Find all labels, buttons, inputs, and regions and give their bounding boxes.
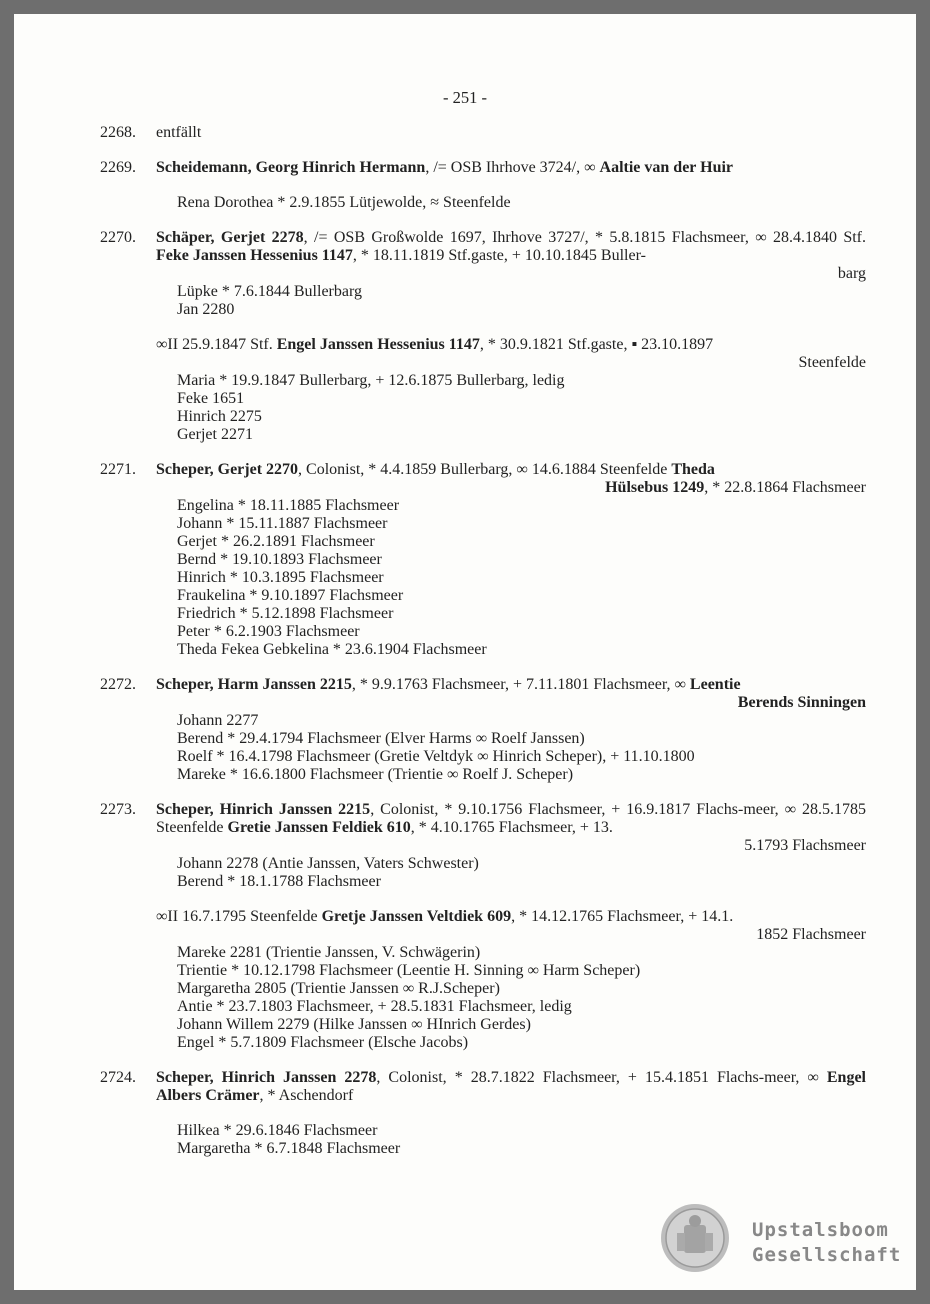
child-line: Hinrich 2275 [177, 408, 262, 425]
child-line: Feke 1651 [177, 390, 245, 407]
child-line: Trientie * 10.12.1798 Flachsmeer (Leentie H. Sinning ∞ Harm Scheper) [177, 962, 641, 979]
entry-text: , /= OSB Großwolde 1697, Ihrhove 3727/, * 5.8.1815 Flachsmeer, ∞ 28.4.1840 Stf. [303, 229, 867, 246]
entry [100, 801, 866, 1052]
entry-text: , Colonist, * 28.7.1822 Flachsmeer, + 15.4.1851 Flachs-meer, ∞ [376, 1069, 827, 1086]
person-name: Schäper, Gerjet 2278 [156, 229, 304, 246]
person-name: Engel Janssen Hessenius 1147 [276, 336, 480, 353]
entry-body [156, 124, 866, 142]
entry-heading [156, 229, 866, 265]
child-line: Bernd * 19.10.1893 Flachsmeer [177, 551, 382, 568]
document-page [14, 14, 916, 1290]
person-name: Hülsebus 1249 [605, 479, 705, 496]
child-line: Berend * 18.1.1788 Flachsmeer [177, 873, 381, 890]
child-line: Jan 2280 [177, 301, 235, 318]
entry-text: ∞II 16.7.1795 Steenfelde [156, 908, 322, 925]
entry [100, 676, 866, 784]
entry-body [156, 159, 866, 212]
person-name: Scheper, Harm Janssen 2215 [156, 676, 352, 693]
person-name: Leentie [689, 676, 741, 693]
child-line: Mareke 2281 (Trientie Janssen, V. Schwägerin) [177, 944, 481, 961]
entry-list [100, 124, 866, 1158]
second-marriage [156, 908, 866, 926]
entry-continuation: 1852 Flachsmeer [756, 926, 866, 943]
entry [100, 229, 866, 444]
child-line: Hinrich * 10.3.1895 Flachsmeer [177, 569, 384, 586]
entry-text: entfällt [156, 124, 202, 141]
person-name: Scheper, Gerjet 2270 [156, 461, 299, 478]
entry-continuation [156, 479, 866, 497]
child-line: Roelf * 16.4.1798 Flachsmeer (Gretie Veltdyk ∞ Hinrich Scheper), + 11.10.1800 [177, 748, 695, 765]
society-logo [752, 1218, 901, 1268]
child-line: Berend * 29.4.1794 Flachsmeer (Elver Harms ∞ Roelf Janssen) [177, 730, 585, 747]
entry-body [156, 1069, 866, 1158]
entry-heading [156, 1069, 866, 1105]
entry-text: ∞II 25.9.1847 Stf. [156, 336, 277, 353]
child-line: Engel * 5.7.1809 Flachsmeer (Elsche Jacobs) [177, 1034, 469, 1051]
entry-number: 2271. [100, 461, 136, 478]
child-line: Johann Willem 2279 (Hilke Janssen ∞ HInrich Gerdes) [177, 1016, 531, 1033]
person-name: Engel Albers Crämer [156, 1069, 866, 1104]
seal-emblem [660, 1203, 730, 1273]
entry-body [156, 229, 866, 444]
child-line: Margaretha * 6.7.1848 Flachsmeer [177, 1140, 401, 1157]
person-name: Gretje Janssen Veltdiek 609 [321, 908, 512, 925]
child-line: Engelina * 18.11.1885 Flachsmeer [177, 497, 400, 514]
logo-line-2: Gesellschaft [752, 1244, 902, 1266]
entry-heading [156, 676, 866, 694]
entry-continuation [156, 694, 866, 712]
entry-number: 2724. [100, 1069, 136, 1086]
entry-text: , * 14.12.1765 Flachsmeer, + 14.1. [511, 908, 734, 925]
child-line: Mareke * 16.6.1800 Flachsmeer (Trientie ∞ Roelf J. Scheper) [177, 766, 574, 783]
entry-body [156, 801, 866, 1052]
child-line: Johann * 15.11.1887 Flachsmeer [177, 515, 388, 532]
child-line: Theda Fekea Gebkelina * 23.6.1904 Flachsmeer [177, 641, 487, 658]
person-name: Scheidemann, Georg Hinrich Hermann [156, 159, 426, 176]
entry-number: 2269. [100, 159, 136, 176]
child-line: Lüpke * 7.6.1844 Bullerbarg [177, 283, 363, 300]
entry-number: 2272. [100, 676, 136, 693]
person-name: Theda [671, 461, 715, 478]
entry-text: , * Aschendorf [259, 1087, 354, 1104]
child-line: Hilkea * 29.6.1846 Flachsmeer [177, 1122, 378, 1139]
entry-continuation: Steenfelde [798, 354, 866, 371]
entry-body [156, 461, 866, 659]
child-line: Rena Dorothea * 2.9.1855 Lütjewolde, ≈ Steenfelde [177, 194, 511, 211]
child-line: Johann 2278 (Antie Janssen, Vaters Schwester) [177, 855, 479, 872]
entry [100, 461, 866, 659]
child-line: Johann 2277 [177, 712, 259, 729]
person-name: Scheper, Hinrich Janssen 2215 [156, 801, 371, 818]
entry-body [156, 676, 866, 784]
person-name: Gretie Janssen Feldiek 610 [227, 819, 411, 836]
child-line: Fraukelina * 9.10.1897 Flachsmeer [177, 587, 404, 604]
page-number: - 251 - [443, 88, 487, 107]
entry-number: 2268. [100, 124, 136, 141]
child-line: Margaretha 2805 (Trientie Janssen ∞ R.J.Scheper) [177, 980, 500, 997]
entry-heading [156, 801, 866, 837]
child-line: Gerjet * 26.2.1891 Flachsmeer [177, 533, 375, 550]
child-line: Friedrich * 5.12.1898 Flachsmeer [177, 605, 394, 622]
person-name: Scheper, Hinrich Janssen 2278 [156, 1069, 377, 1086]
entry-number: 2273. [100, 801, 136, 818]
entry [100, 159, 866, 212]
entry-text: , * 18.11.1819 Stf.gaste, + 10.10.1845 Buller- [352, 247, 646, 264]
entry-heading [156, 159, 866, 177]
entry-text: , * 30.9.1821 Stf.gaste, ▪ 23.10.1897 [479, 336, 714, 353]
entry-text: , * 22.8.1864 Flachsmeer [704, 479, 866, 496]
entry-heading [156, 461, 866, 479]
person-name: Berends Sinningen [737, 694, 866, 711]
entry-text: , * 4.10.1765 Flachsmeer, + 13. [410, 819, 613, 836]
entry-continuation: 5.1793 Flachsmeer [744, 837, 866, 854]
entry-text: , Colonist, * 4.4.1859 Bullerbarg, ∞ 14.6.1884 Steenfelde [298, 461, 672, 478]
child-line: Gerjet 2271 [177, 426, 253, 443]
entry-text: , /= OSB Ihrhove 3724/, ∞ [425, 159, 600, 176]
entry-continuation: barg [837, 265, 866, 282]
child-line: Maria * 19.9.1847 Bullerbarg, + 12.6.1875 Bullerbarg, ledig [177, 372, 565, 389]
entry-text: , * 9.9.1763 Flachsmeer, + 7.11.1801 Flachsmeer, ∞ [351, 676, 690, 693]
second-marriage [156, 336, 866, 354]
entry [100, 1069, 866, 1158]
entry [100, 124, 866, 142]
person-name: Aaltie van der Huir [599, 159, 734, 176]
entry-text: , Colonist, * 9.10.1756 Flachsmeer, + 16.9.1817 Flachs-meer, ∞ 28.5.1785 Steenfelde [156, 801, 866, 836]
logo-line-1: Upstalsboom [752, 1219, 889, 1241]
entry-number: 2270. [100, 229, 136, 246]
person-name: Feke Janssen Hessenius 1147 [156, 247, 353, 264]
child-line: Antie * 23.7.1803 Flachsmeer, + 28.5.1831 Flachsmeer, ledig [177, 998, 572, 1015]
child-line: Peter * 6.2.1903 Flachsmeer [177, 623, 360, 640]
